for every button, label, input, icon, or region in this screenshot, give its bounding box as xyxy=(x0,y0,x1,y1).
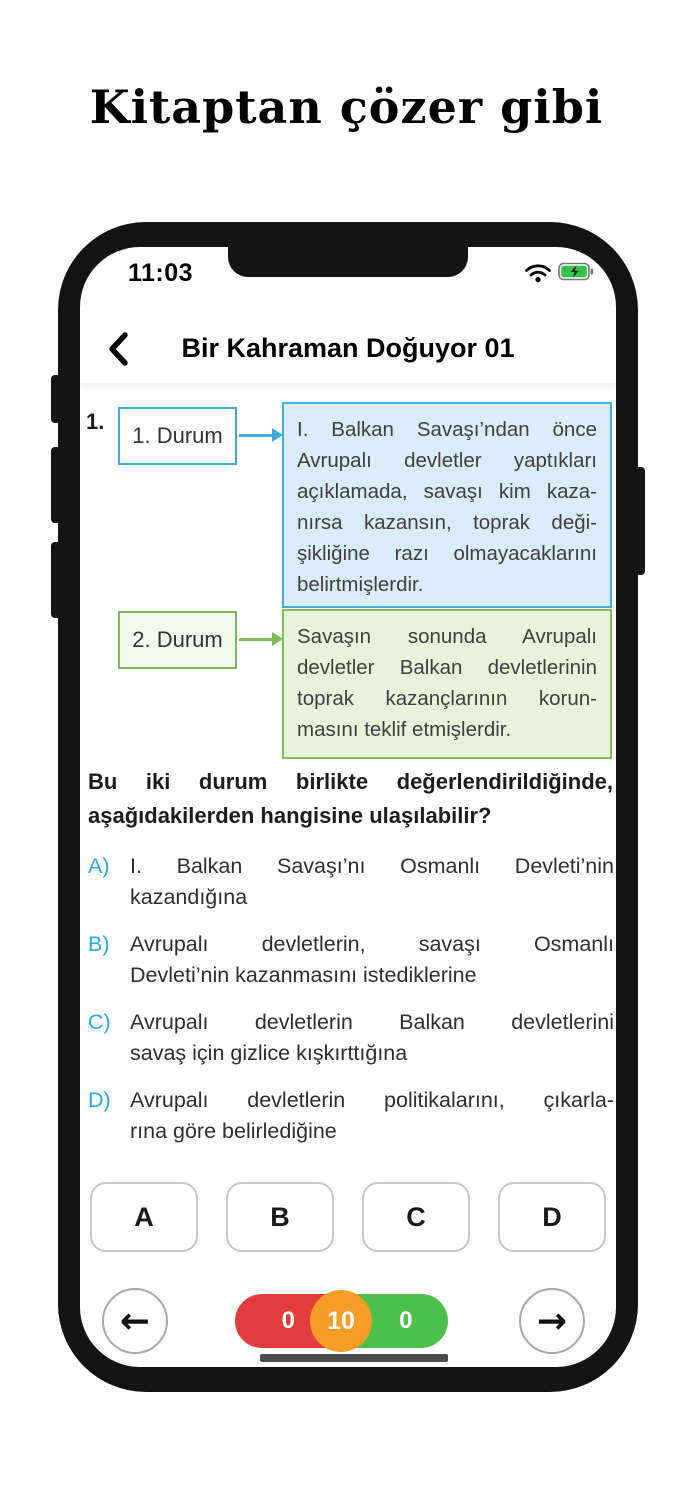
next-question-button[interactable] xyxy=(519,1288,585,1354)
answer-button-c[interactable]: C xyxy=(362,1182,470,1252)
question-count-badge xyxy=(310,1290,372,1352)
option-c-line: Avrupalı devletlerin Balkan devletlerini xyxy=(130,1010,614,1034)
left-arrow-icon: ← xyxy=(119,1300,151,1342)
situation1-text-line: belirtmişlerdir. xyxy=(297,573,424,596)
phone-frame xyxy=(58,222,638,1392)
question-stem-line: aşağıdakilerden hangisine ulaşılabilir? xyxy=(88,803,492,828)
situation2-text-line: devletler Balkan devletlerinin xyxy=(297,656,597,679)
page-title: Kitaptan çözer gibi xyxy=(89,80,604,134)
option-b-letter: B) xyxy=(88,932,110,956)
notch xyxy=(228,247,468,277)
situation1-arrow-icon xyxy=(239,434,273,437)
previous-question-button[interactable] xyxy=(102,1288,168,1354)
right-arrow-icon: → xyxy=(536,1300,568,1342)
situation1-text-line: şikliğine razı olmayacaklarını xyxy=(297,542,597,565)
situation2-label-box xyxy=(118,611,237,669)
answer-button-b[interactable]: B xyxy=(226,1182,334,1252)
situation1-text-line: I. Balkan Savaşı’ndan önce xyxy=(297,418,597,441)
question-number: 1. xyxy=(86,409,105,434)
power-button xyxy=(638,467,645,575)
mute-switch xyxy=(51,375,58,423)
status-time: 11:03 xyxy=(128,259,194,287)
situation1-label: 1. Durum xyxy=(132,423,223,448)
phone-screen xyxy=(80,247,616,1367)
volume-down-button xyxy=(51,542,58,618)
volume-up-button xyxy=(51,447,58,523)
question-stem xyxy=(88,765,613,833)
option-a-line: I. Balkan Savaşı’nı Osmanlı Devleti’nin xyxy=(130,854,614,878)
situation1-text-line: nırsa kazansın, toprak deği- xyxy=(297,511,597,534)
wrong-count: 0 xyxy=(281,1307,295,1334)
situation1-label-box xyxy=(118,407,237,465)
situation2-text-line: toprak kazançlarının korun- xyxy=(297,687,597,710)
question-count: 10 xyxy=(327,1306,355,1335)
wifi-icon xyxy=(524,263,552,288)
situation1-text-line: açıklamada, savaşı kim kaza- xyxy=(297,480,597,503)
answer-button-row xyxy=(80,1182,616,1252)
option-d xyxy=(88,1085,614,1147)
option-b-line: Devleti’nin kazanmasını istediklerine xyxy=(130,963,477,987)
option-a-letter: A) xyxy=(88,854,110,878)
option-a-line: kazandığına xyxy=(130,885,248,909)
situation2-text-line: masını teklif etmişlerdir. xyxy=(297,718,512,741)
situation1-text-line: Avrupalı devletler yaptıkları xyxy=(297,449,597,472)
answer-button-d[interactable]: D xyxy=(498,1182,606,1252)
answer-button-a[interactable]: A xyxy=(90,1182,198,1252)
option-c-line: savaş için gizlice kışkırttığına xyxy=(130,1041,408,1065)
situation2-arrow-icon xyxy=(239,638,273,641)
progress-bar xyxy=(260,1354,448,1362)
question-stem-line: Bu iki durum birlikte değerlendirildiğinde, xyxy=(88,769,613,794)
situation1-text-box xyxy=(282,402,612,608)
option-d-line: Avrupalı devletlerin politikalarını, çıkarla- xyxy=(130,1088,614,1112)
option-d-line: rına göre belirlediğine xyxy=(130,1119,337,1143)
app-header xyxy=(80,313,616,383)
header-title: Bir Kahraman Doğuyor 01 xyxy=(181,333,515,363)
option-b xyxy=(88,929,614,991)
option-a xyxy=(88,851,614,913)
option-d-letter: D) xyxy=(88,1088,111,1112)
situation2-label: 2. Durum xyxy=(132,627,223,652)
option-c xyxy=(88,1007,614,1069)
option-b-line: Avrupalı devletlerin, savaşı Osmanlı xyxy=(130,932,614,956)
score-pill xyxy=(235,1294,448,1348)
correct-count: 0 xyxy=(399,1307,413,1334)
option-c-letter: C) xyxy=(88,1010,111,1034)
situation2-text-line: Savaşın sonunda Avrupalı xyxy=(297,625,597,648)
situation2-text-box xyxy=(282,609,612,759)
battery-charging-icon xyxy=(558,262,594,286)
